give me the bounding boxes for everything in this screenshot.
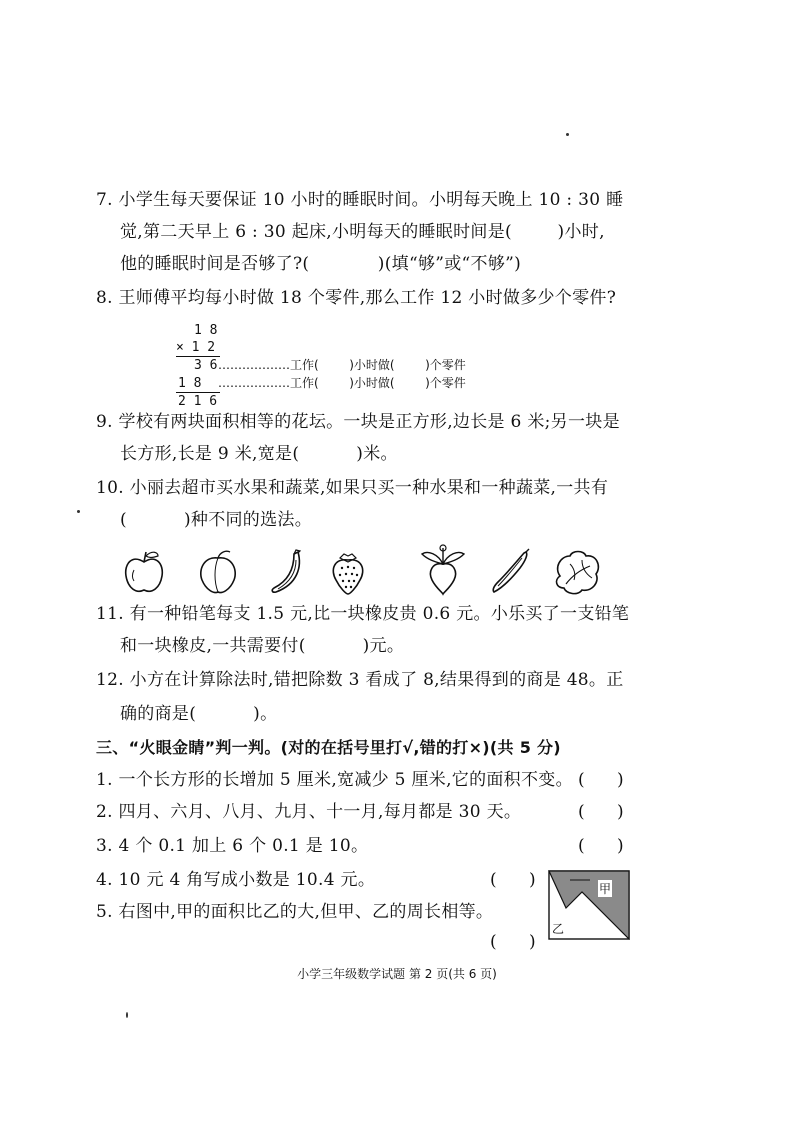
cabbage-icon <box>552 548 602 596</box>
judge-answer-1[interactable]: ( ) <box>578 770 624 790</box>
page-footer: 小学三年级数学试题 第 2 页(共 6 页) <box>297 967 497 981</box>
judge-answer-5[interactable]: ( ) <box>490 932 536 952</box>
q10-line2: ( )种不同的选法。 <box>120 510 313 530</box>
q8-calc-r1: 1 8 <box>194 323 218 338</box>
judge-answer-3[interactable]: ( ) <box>578 836 624 856</box>
q8-calc-r4: 1 8 <box>178 376 202 391</box>
scan-speck <box>126 1012 128 1018</box>
judge-item-1: 1. 一个长方形的长增加 5 厘米,宽减少 5 厘米,它的面积不变。 <box>96 770 573 790</box>
q7-line1: 7. 小学生每天要保证 10 小时的睡眠时间。小明每天晚上 10 : 30 睡 <box>96 190 624 210</box>
apple-icon <box>122 548 166 596</box>
q9-line2: 长方形,长是 9 米,宽是( )米。 <box>120 444 398 464</box>
radish-icon <box>418 542 468 596</box>
strawberry-icon <box>328 548 368 596</box>
figure-label-yi: 乙 <box>552 922 565 936</box>
q7-line3: 他的睡眠时间是否够了?( )(填“够”或“不够”) <box>120 254 522 274</box>
q12-line2: 确的商是( )。 <box>120 704 278 724</box>
q8-calc-row2: ………………工作( )小时做( )个零件 <box>218 376 466 390</box>
bean-pod-icon <box>488 548 532 596</box>
scan-speck <box>77 510 80 513</box>
figure-label-jia: 甲 <box>599 882 612 896</box>
q11-line2: 和一块橡皮,一共需要付( )元。 <box>120 636 405 656</box>
q8-calc-r3: 3 6 <box>194 358 218 373</box>
q11-line1: 11. 有一种铅笔每支 1.5 元,比一块橡皮贵 0.6 元。小乐买了一支铅笔 <box>96 604 630 624</box>
q8-text: 8. 王师傅平均每小时做 18 个零件,那么工作 12 小时做多少个零件? <box>96 288 617 308</box>
judge-item-3: 3. 4 个 0.1 加上 6 个 0.1 是 10。 <box>96 836 369 856</box>
judge-item-2: 2. 四月、六月、八月、九月、十一月,每月都是 30 天。 <box>96 802 522 822</box>
judge-item-5: 5. 右图中,甲的面积比乙的大,但甲、乙的周长相等。 <box>96 902 494 922</box>
q10-line1: 10. 小丽去超市买水果和蔬菜,如果只买一种水果和一种蔬菜,一共有 <box>96 478 609 498</box>
judge-answer-4[interactable]: ( ) <box>490 870 536 890</box>
q8-calc-r2: × 1 2 <box>176 340 216 355</box>
section3-title: 三、“火眼金睛”判一判。(对的在括号里打√,错的打×)(共 5 分) <box>96 738 561 757</box>
q9-line1: 9. 学校有两块面积相等的花坛。一块是正方形,边长是 6 米;另一块是 <box>96 412 620 432</box>
q12-line1: 12. 小方在计算除法时,错把除数 3 看成了 8,结果得到的商是 48。正 <box>96 670 624 690</box>
peach-icon <box>196 548 240 596</box>
banana-icon <box>268 548 308 596</box>
scan-speck <box>566 133 569 136</box>
q8-calc-r5: 2 1 6 <box>178 394 218 409</box>
judge-answer-2[interactable]: ( ) <box>578 802 624 822</box>
judge-item-4: 4. 10 元 4 角写成小数是 10.4 元。 <box>96 870 376 890</box>
q8-calc-row1: ………………工作( )小时做( )个零件 <box>218 358 466 372</box>
q7-line2: 觉,第二天早上 6 : 30 起床,小明每天的睡眠时间是( )小时, <box>120 222 605 242</box>
